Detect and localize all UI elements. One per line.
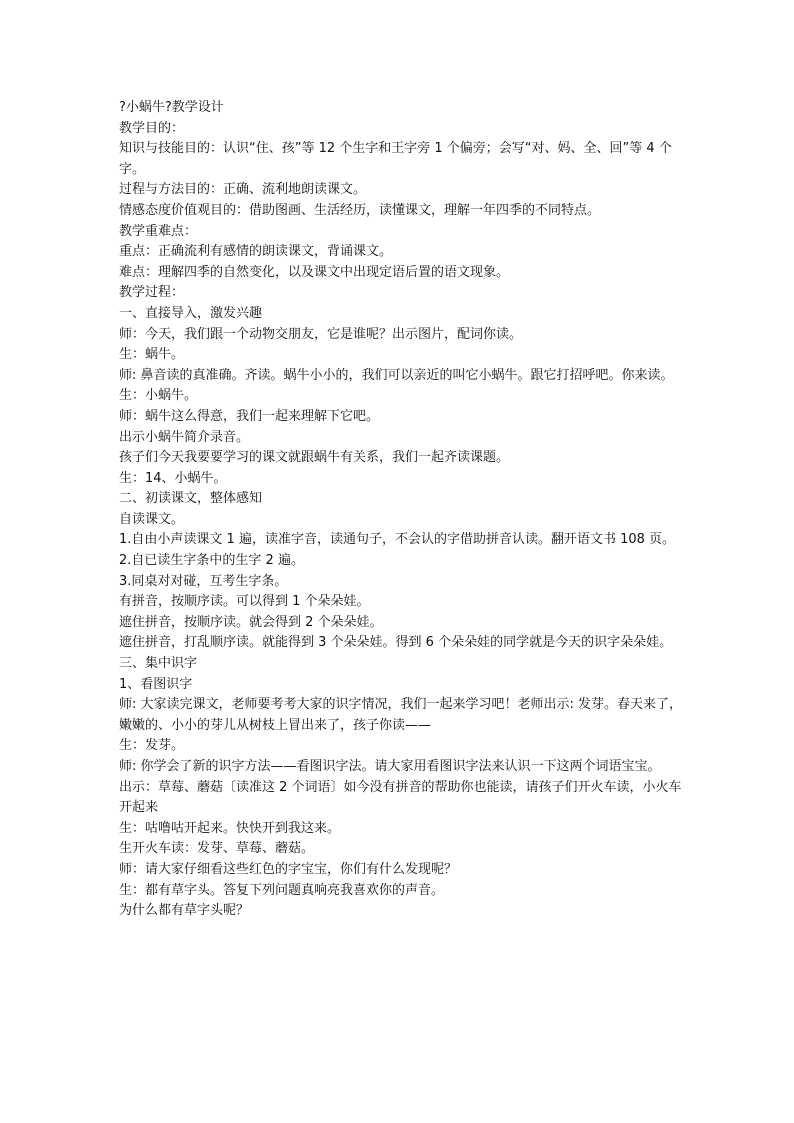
paragraph: 过程与方法目的：正确、流利地朗读课文。: [119, 182, 367, 198]
paragraph: 生：都有草字头。答复下列问题真响亮我喜欢你的声音。: [119, 882, 445, 898]
document-title: ?小蜗牛?教学设计: [119, 100, 224, 115]
section-heading-part-1: 一、直接导入，激发兴趣: [119, 305, 263, 321]
paragraph: 遮住拼音，打乱顺序读。就能得到 3 个朵朵娃。得到 6 个朵朵娃的同学就是今天的识字朵朵娃。: [119, 635, 673, 651]
paragraph: 生：小蜗牛。: [119, 388, 198, 404]
paragraph: 为什么都有草字头呢？: [119, 903, 250, 919]
paragraph: 生：蜗牛。: [119, 347, 185, 363]
paragraph: 难点：理解四季的自然变化，以及课文中出现定语后置的语文现象。: [119, 264, 510, 280]
paragraph: 师: 你学会了新的识字方法——看图识字法。请大家用看图识字法来认识一下这两个词语宝宝。: [119, 759, 661, 774]
paragraph: 有拼音，按顺序读。可以得到 1 个朵朵娃。: [119, 594, 370, 610]
paragraph: 出示小蜗牛简介录音。: [119, 429, 250, 445]
paragraph: 生：14、小蜗牛。: [119, 470, 227, 486]
section-heading-process: 教学过程：: [119, 285, 185, 301]
paragraph: 遮住拼音，按顺序读。就会得到 2 个朵朵娃。: [119, 614, 383, 630]
paragraph: 生：咕噜咕开起来。快快开到我这来。: [119, 820, 341, 836]
paragraph: 师：蜗牛这么得意，我们一起来理解下它吧。: [119, 408, 380, 424]
paragraph: 3.同桌对对碰，互考生字条。: [119, 573, 288, 589]
section-heading-part-3: 三、集中识字: [119, 656, 198, 672]
section-heading-part-2: 二、初读课文，整体感知: [119, 491, 263, 507]
paragraph: 师: 大家读完课文，老师要考考大家的识字情况，我们一起来学习吧！老师出示: 发芽。春天来了，嫩嫩的、小小的芽儿从树枝上冒出来了，孩子你读——: [119, 697, 683, 733]
paragraph: 师：请大家仔细看这些红色的字宝宝，你们有什么发现呢？: [119, 861, 458, 877]
paragraph: 师：今天，我们跟一个动物交朋友，它是谁呢？出示图片，配词你读。: [119, 326, 523, 342]
paragraph: 生开火车读：发芽、草莓、蘑菇。: [119, 841, 315, 857]
paragraph: 师: 鼻音读的真准确。齐读。蜗牛小小的，我们可以亲近的叫它小蜗牛。跟它打招呼吧。你来读。: [119, 367, 674, 383]
paragraph: 孩子们今天我要要学习的课文就跟蜗牛有关系，我们一起齐读课题。: [119, 450, 510, 466]
paragraph: 出示：草莓、蘑菇〔读准这 2 个词语〕如今没有拼音的帮助你也能读，请孩子们开火车读，小火车开起来: [119, 779, 682, 816]
subsection-heading: 1、看图识字: [119, 676, 193, 692]
paragraph: 2.自已读生字条中的生字 2 遍。: [119, 553, 304, 569]
paragraph: 生：发芽。: [119, 738, 185, 754]
paragraph: 自读课文。: [119, 511, 185, 527]
paragraph: 情感态度价值观目的：借助图画、生活经历，读懂课文，理解一年四季的不同特点。: [119, 202, 601, 218]
section-heading-objectives: 教学目的：: [119, 120, 185, 136]
document-body: [119, 98, 691, 922]
section-heading-key-points: 教学重难点：: [119, 223, 198, 239]
paragraph: 重点：正确流利有感情的朗读课文，背诵课文。: [119, 244, 393, 260]
paragraph: 1.自由小声读课文 1 遍，读准字音，读通句子，不会认的字借助拼音认读。翻开语文书 108 页。: [119, 532, 676, 548]
paragraph: 知识与技能目的：认识“住、孩”等 12 个生字和王字旁 1 个偏旁；会写“对、妈、全、回”等 4 个字。: [119, 141, 672, 177]
